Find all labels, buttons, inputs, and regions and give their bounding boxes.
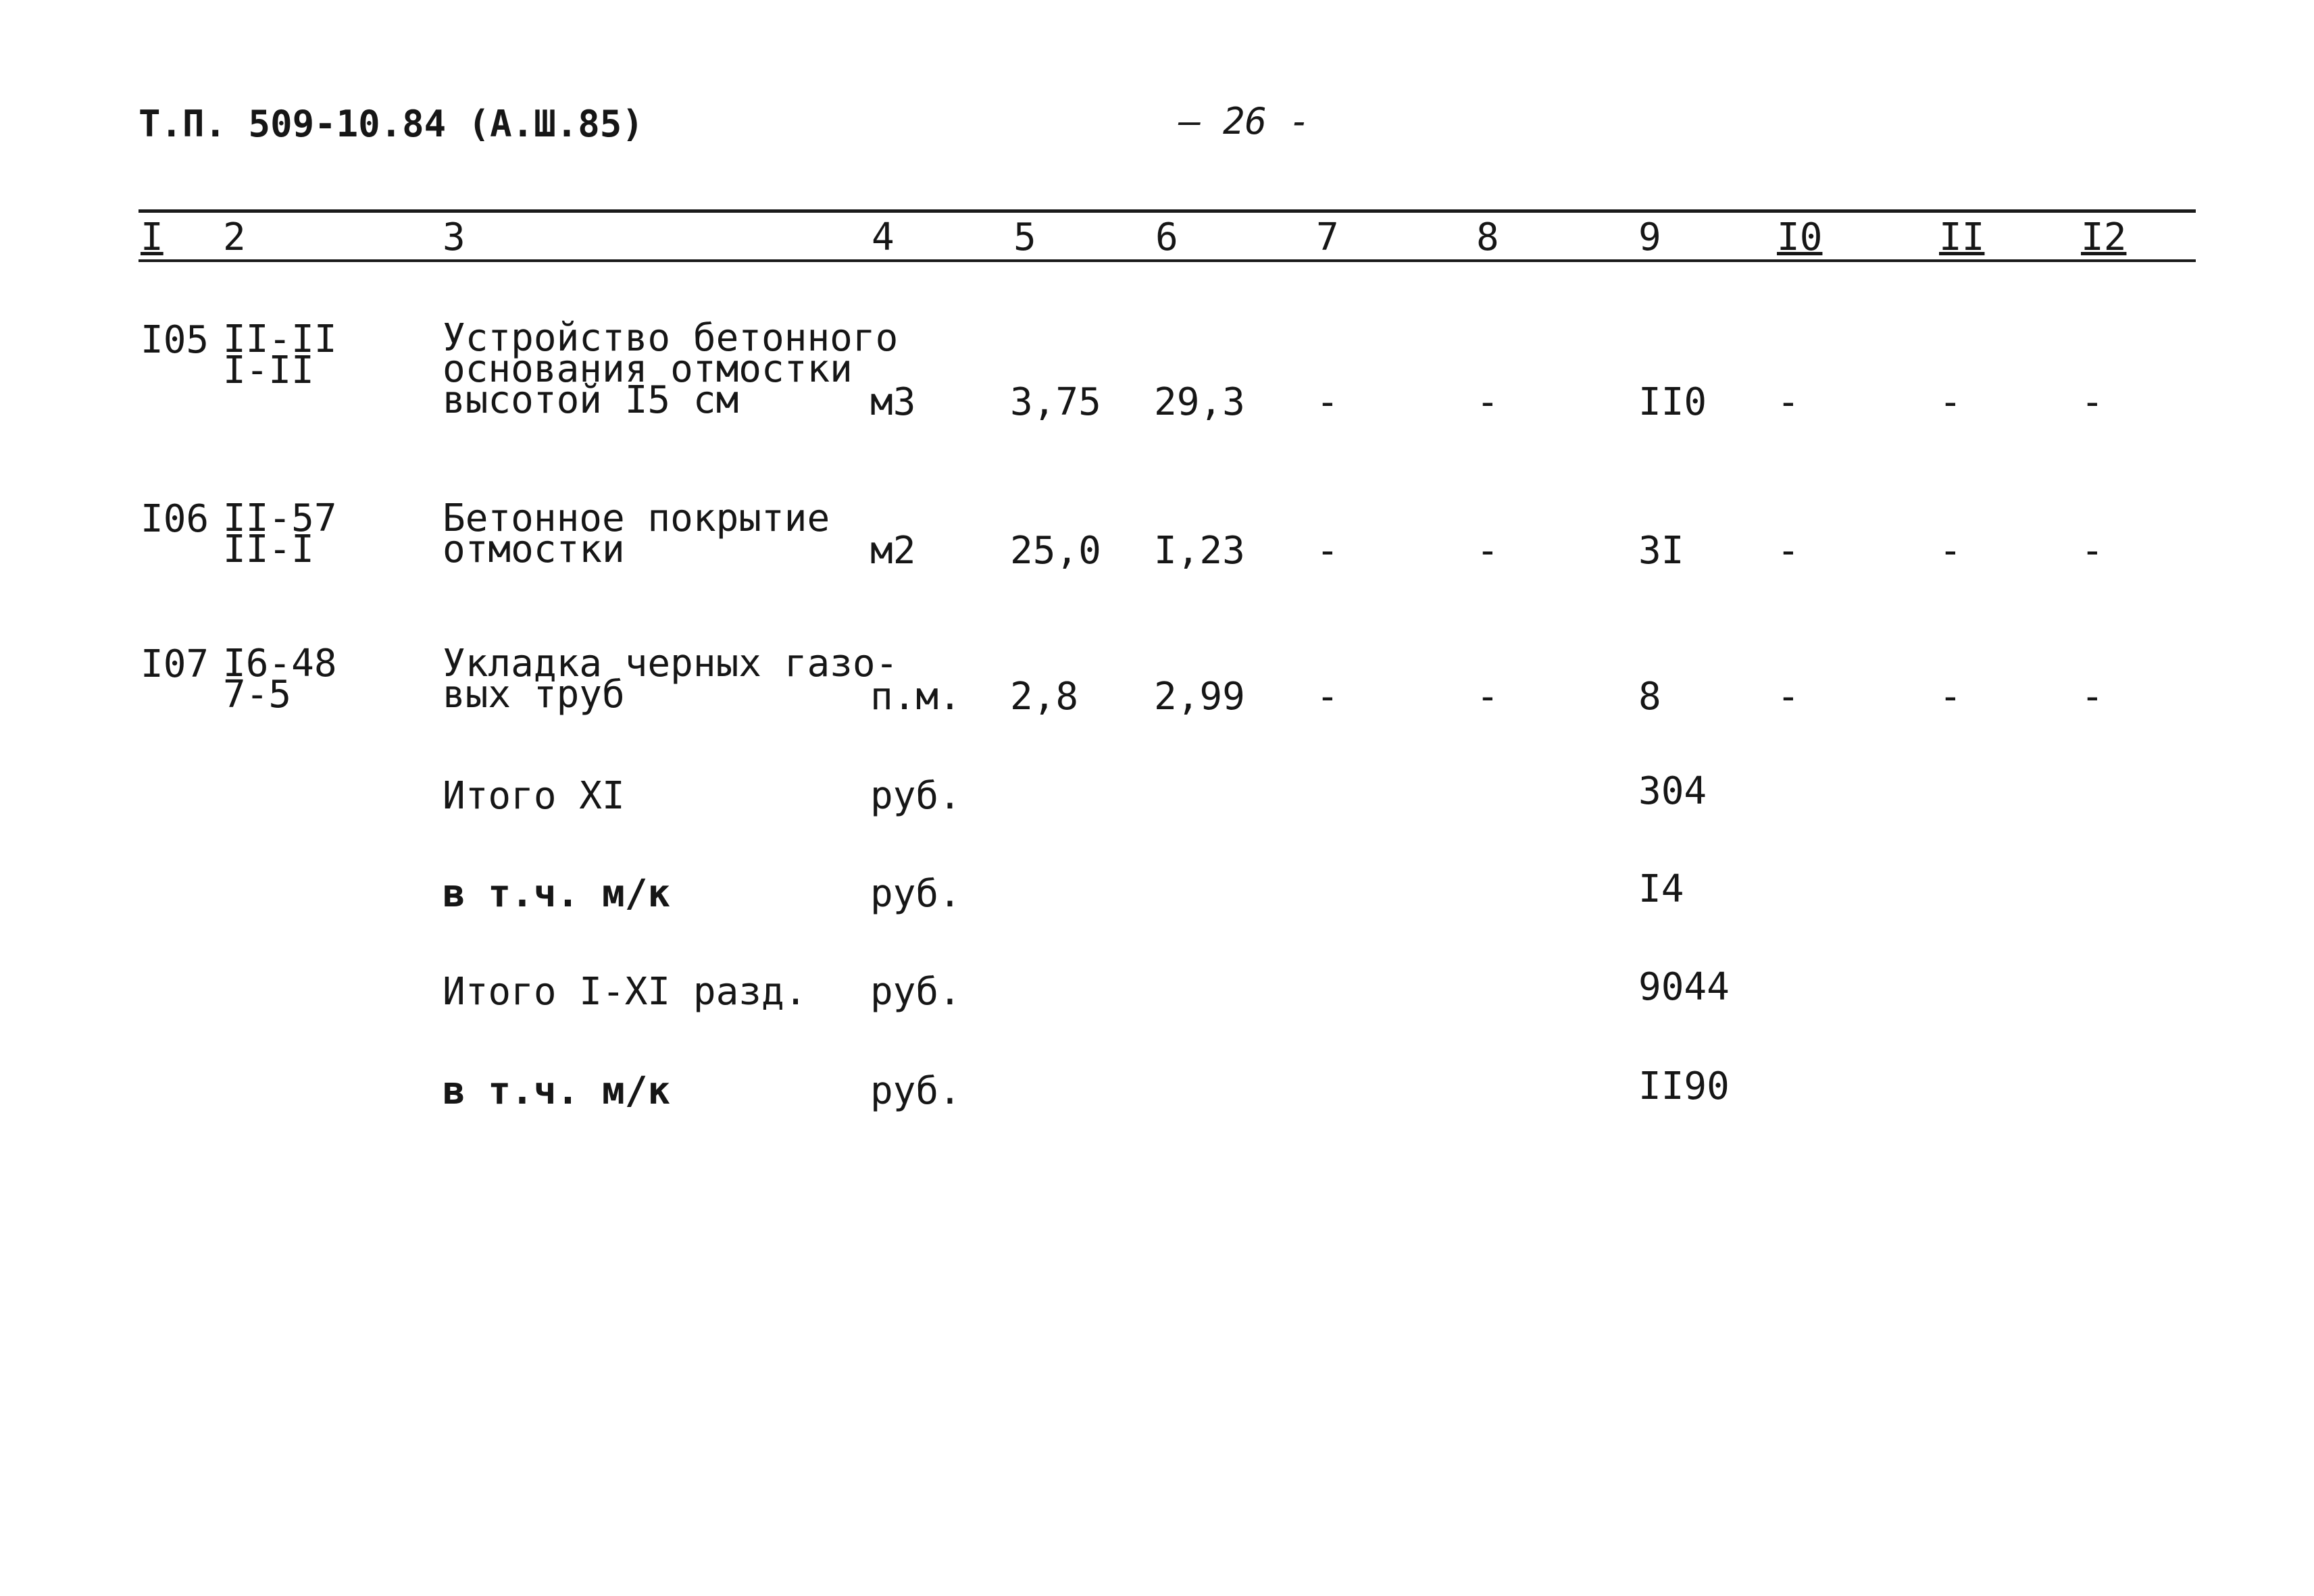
row-code: II-II [223,317,337,361]
row-col9: 8 [1638,675,1661,719]
row-col11: - [1939,675,1962,719]
row-col10: - [1777,675,1800,719]
total-value: II90 [1638,1064,1730,1108]
total-label: в т.ч. м/к [443,872,671,916]
row-col5: 2,8 [1010,675,1079,719]
row-col12: - [2081,675,2104,719]
row-col5: 3,75 [1010,380,1101,424]
total-label: Итого I-XI разд. [443,970,807,1014]
row-description: Бетонное покрытие [443,496,830,540]
row-col6: 2,99 [1154,675,1245,719]
row-col10: - [1777,380,1800,424]
row-col6: I,23 [1154,529,1245,573]
column-number: I0 [1777,215,1823,259]
table-top-rule [139,209,2196,213]
row-description: высотой I5 см [443,378,739,422]
row-number: I06 [141,497,209,541]
row-col12: - [2081,380,2104,424]
total-value: 304 [1638,769,1707,813]
row-col10: - [1777,529,1800,573]
row-unit: м2 [870,529,916,573]
column-number: 3 [443,215,466,259]
total-label: Итого XI [443,774,625,818]
row-description: основания отмостки [443,347,853,391]
row-col7: - [1316,380,1339,424]
column-number: 7 [1316,215,1339,259]
row-col9: 3I [1638,529,1684,573]
column-number: I2 [2081,215,2127,259]
page-number: – 26 - [1179,100,1311,143]
row-col11: - [1939,380,1962,424]
total-unit: руб. [870,970,961,1014]
row-description: отмостки [443,527,625,571]
column-number: 9 [1638,215,1661,259]
row-code: II-I [223,527,314,571]
document-code: Т.П. 509-10.84 (А.Ш.85) [139,103,644,145]
table-header-rule [139,259,2196,262]
row-col8: - [1476,529,1499,573]
row-code: I6-48 [223,642,337,686]
row-code: II-57 [223,496,337,540]
row-col8: - [1476,380,1499,424]
column-number: 8 [1476,215,1499,259]
total-unit: руб. [870,1069,961,1113]
row-col12: - [2081,529,2104,573]
total-label: в т.ч. м/к [443,1069,671,1113]
row-col7: - [1316,529,1339,573]
column-number: 5 [1013,215,1036,259]
row-col6: 29,3 [1154,380,1245,424]
row-number: I05 [141,318,209,362]
total-unit: руб. [870,872,961,916]
total-value: I4 [1638,867,1684,911]
row-description: Укладка черных газо- [443,642,899,686]
row-col11: - [1939,529,1962,573]
column-number: II [1939,215,1985,259]
column-number: I [141,215,164,259]
row-code: I-II [223,349,314,392]
row-description: Устройство бетонного [443,316,899,360]
total-unit: руб. [870,774,961,818]
row-number: I07 [141,642,209,686]
row-unit: м3 [870,380,916,424]
row-unit: п.м. [870,675,961,719]
row-col9: II0 [1638,380,1707,424]
row-description: вых труб [443,673,625,717]
column-number: 4 [872,215,895,259]
row-col5: 25,0 [1010,529,1101,573]
row-col8: - [1476,675,1499,719]
column-number: 2 [223,215,246,259]
row-col7: - [1316,675,1339,719]
row-code: 7-5 [223,673,292,717]
total-value: 9044 [1638,965,1730,1009]
column-number: 6 [1155,215,1178,259]
